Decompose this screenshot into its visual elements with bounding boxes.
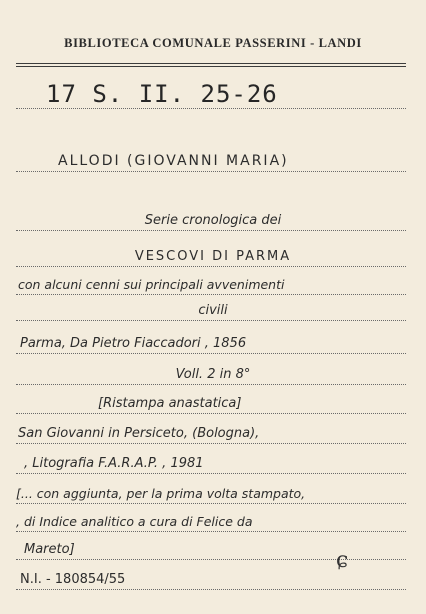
handwritten-mark: ɕ (336, 548, 349, 573)
reprint-publisher: , Litografia F.A.R.A.P. , 1981 (24, 456, 204, 471)
addition-note-1: [... con aggiunta, per la prima volta stampato, (16, 486, 306, 501)
ruled-line (16, 473, 406, 474)
title-line-3: con alcuni cenni sui principali avvenimenti (18, 277, 285, 292)
title-line-1: Serie cronologica dei (144, 213, 282, 228)
header-rule-top (16, 63, 406, 64)
ruled-line (16, 320, 406, 321)
ruled-line (16, 413, 406, 414)
ruled-line (16, 384, 406, 385)
imprint-line: Parma, Da Pietro Fiaccadori , 1856 (20, 336, 247, 351)
ruled-line (16, 531, 406, 532)
ruled-line (16, 230, 406, 231)
ruled-line (16, 443, 406, 444)
library-header: BIBLIOTECA COMUNALE PASSERINI - LANDI (64, 36, 362, 50)
ruled-line (16, 353, 406, 354)
title-line-2: VESCOVI DI PARMA (134, 249, 292, 264)
addition-note-3: Mareto] (24, 542, 75, 557)
author-heading: ALLODI (GIOVANNI MARIA) (58, 153, 289, 169)
ruled-line (16, 503, 406, 504)
ruled-line (16, 266, 406, 267)
header-rule-bottom (16, 66, 406, 67)
addition-note-2: , di Indice analitico a cura di Felice da (16, 514, 253, 529)
ruled-line (16, 108, 406, 109)
ruled-line (16, 589, 406, 590)
title-line-4: civili (198, 303, 228, 318)
volumes-line: Voll. 2 in 8° (175, 367, 251, 382)
shelfmark: 17 S. II. 25-26 (46, 80, 278, 108)
reprint-note: [Ristampa anastatica] (98, 396, 242, 411)
inventory-number: N.I. - 180854/55 (20, 572, 126, 587)
reprint-place: San Giovanni in Persiceto, (Bologna), (18, 426, 260, 441)
ruled-line (16, 171, 406, 172)
ruled-line (16, 294, 406, 295)
